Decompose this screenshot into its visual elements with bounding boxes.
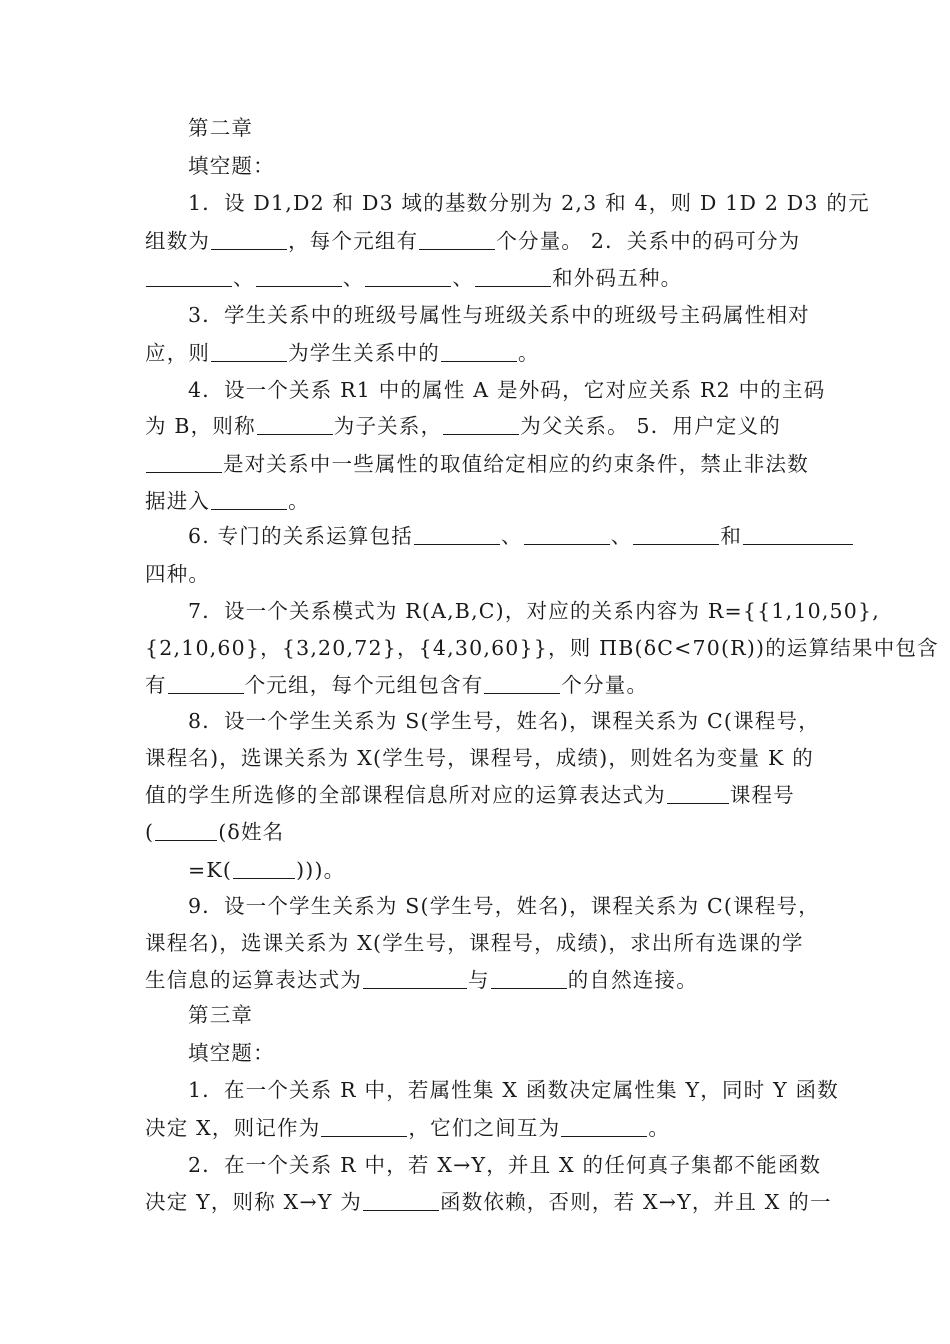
text-fragment: ，它们之间互为 bbox=[408, 1116, 561, 1140]
question-8-line-5 bbox=[188, 857, 345, 883]
question-9-line-2: 课程名)，选课关系为 X(学生号，课程号，成绩)，求出所有选课的学 bbox=[145, 931, 804, 955]
section-fill-in-title: 填空题： bbox=[188, 154, 275, 178]
question-9-line-3 bbox=[145, 967, 698, 993]
text-fragment: 为 B，则称 bbox=[145, 414, 256, 438]
question-8-line-4 bbox=[145, 819, 284, 845]
text-fragment: 决定 X，则记作为 bbox=[145, 1116, 321, 1140]
blank-line bbox=[743, 524, 853, 545]
text-fragment: 课程号 bbox=[729, 783, 795, 807]
ch3-question-2-line-1: 2．在一个关系 R 中，若 X→Y，并且 X 的任何真子集都不能函数 bbox=[188, 1153, 822, 1177]
text-fragment: 个元组，每个元组包含有 bbox=[244, 673, 484, 697]
blank-line bbox=[484, 673, 560, 694]
text-fragment: 个分量。 2．关系中的码可分为 bbox=[496, 229, 801, 253]
text-fragment: 与 bbox=[468, 968, 490, 992]
text-fragment: 。 bbox=[518, 341, 540, 365]
text-fragment: 为子关系， bbox=[333, 414, 443, 438]
section-fill-in-title: 填空题： bbox=[188, 1041, 275, 1065]
blank-line bbox=[146, 452, 222, 473]
blank-line bbox=[441, 341, 517, 362]
blank-line bbox=[257, 414, 333, 435]
blank-line bbox=[667, 783, 729, 804]
chapter-2-title: 第二章 bbox=[188, 116, 254, 140]
blank-line bbox=[168, 673, 244, 694]
chapter-3-title: 第三章 bbox=[188, 1003, 254, 1027]
question-5-line-1 bbox=[145, 451, 809, 477]
blank-line bbox=[256, 266, 342, 287]
text-fragment: 、 bbox=[342, 266, 365, 290]
question-6-line-1 bbox=[188, 523, 854, 549]
text-fragment: ，每个元组有 bbox=[288, 229, 419, 253]
question-3-line-1: 3．学生关系中的班级号属性与班级关系中的班级号主码属性相对 bbox=[188, 303, 810, 327]
text-fragment: 6. 专门的关系运算包括 bbox=[188, 524, 413, 548]
text-fragment: 为父关系。 5．用户定义的 bbox=[520, 414, 781, 438]
question-7-line-2: {2,10,60}，{3,20,72}，{4,30,60}}，则 ΠB(δC<70(R))的运算结果中包含 bbox=[145, 636, 939, 660]
question-8-line-1: 8．设一个学生关系为 S(学生号，姓名)，课程关系为 C(课程号， bbox=[188, 709, 820, 733]
text-fragment: 的自然连接。 bbox=[567, 968, 698, 992]
question-7-line-3 bbox=[145, 672, 648, 698]
blank-line bbox=[211, 229, 287, 250]
question-4-line-1: 4．设一个关系 R1 中的属性 A 是外码，它对应关系 R2 中的主码 bbox=[188, 378, 826, 402]
blank-line bbox=[363, 968, 467, 989]
text-fragment: 据进入 bbox=[145, 489, 211, 513]
text-fragment: 、 bbox=[452, 266, 475, 290]
question-6-line-2: 四种。 bbox=[145, 562, 211, 586]
question-8-line-3 bbox=[145, 782, 795, 808]
question-1-line-2 bbox=[145, 228, 800, 254]
text-fragment: 值的学生所选修的全部课程信息所对应的运算表达式为 bbox=[145, 783, 666, 807]
blank-line bbox=[365, 266, 451, 287]
blank-line bbox=[233, 858, 295, 879]
blank-line bbox=[414, 524, 500, 545]
blank-line bbox=[443, 414, 519, 435]
ch3-question-1-line-1: 1．在一个关系 R 中，若属性集 X 函数决定属性集 Y，同时 Y 函数 bbox=[188, 1078, 839, 1102]
blank-line bbox=[211, 489, 287, 510]
text-fragment: 应，则 bbox=[145, 341, 211, 365]
blank-line bbox=[524, 524, 610, 545]
text-fragment: =K( bbox=[188, 858, 233, 882]
text-fragment: 和 bbox=[720, 524, 743, 548]
question-7-line-1: 7．设一个关系模式为 R(A,B,C)，对应的关系内容为 R={{1,10,50}, bbox=[188, 599, 880, 623]
blank-line bbox=[419, 229, 495, 250]
text-fragment: (δ姓名 bbox=[218, 820, 285, 844]
blank-line bbox=[561, 1116, 647, 1137]
question-1-line-1: 1．设 D1,D2 和 D3 域的基数分别为 2,3 和 4，则 D 1D 2 D3 的元 bbox=[188, 191, 870, 215]
ch3-question-1-line-2 bbox=[145, 1115, 670, 1141]
ch3-question-2-line-2 bbox=[145, 1189, 832, 1215]
text-fragment: 个分量。 bbox=[561, 673, 649, 697]
question-8-line-2: 课程名)，选课关系为 X(学生号，课程号，成绩)，则姓名为变量 K 的 bbox=[145, 746, 814, 770]
text-fragment: 、 bbox=[233, 266, 255, 290]
blank-line bbox=[633, 524, 719, 545]
text-fragment: )))。 bbox=[296, 858, 346, 882]
text-fragment: 函数依赖，否则，若 X→Y，并且 X 的一 bbox=[440, 1190, 832, 1214]
blank-line bbox=[491, 968, 567, 989]
blank-line bbox=[363, 1190, 439, 1211]
question-3-line-2 bbox=[145, 340, 540, 366]
blank-line bbox=[211, 341, 287, 362]
question-9-line-1: 9．设一个学生关系为 S(学生号，姓名)，课程关系为 C(课程号， bbox=[188, 894, 820, 918]
question-4-line-2 bbox=[145, 413, 781, 439]
text-fragment: 、 bbox=[610, 524, 633, 548]
text-fragment: 、 bbox=[500, 524, 523, 548]
question-5-line-2 bbox=[145, 488, 310, 514]
text-fragment: 为学生关系中的 bbox=[288, 341, 441, 365]
text-fragment: 有 bbox=[145, 673, 167, 697]
blank-line bbox=[321, 1116, 407, 1137]
question-2-line bbox=[145, 265, 682, 291]
text-fragment: ( bbox=[145, 820, 155, 844]
blank-line bbox=[146, 266, 232, 287]
blank-line bbox=[155, 820, 217, 841]
text-fragment: 生信息的运算表达式为 bbox=[145, 968, 362, 992]
text-fragment: 决定 Y，则称 X→Y 为 bbox=[145, 1190, 362, 1214]
blank-line bbox=[475, 266, 551, 287]
text-fragment: 组数为 bbox=[145, 229, 211, 253]
text-fragment: 和外码五种。 bbox=[552, 266, 683, 290]
text-fragment: 是对关系中一些属性的取值给定相应的约束条件，禁止非法数 bbox=[223, 452, 809, 476]
text-fragment: 。 bbox=[648, 1116, 671, 1140]
text-fragment: 。 bbox=[288, 489, 310, 513]
